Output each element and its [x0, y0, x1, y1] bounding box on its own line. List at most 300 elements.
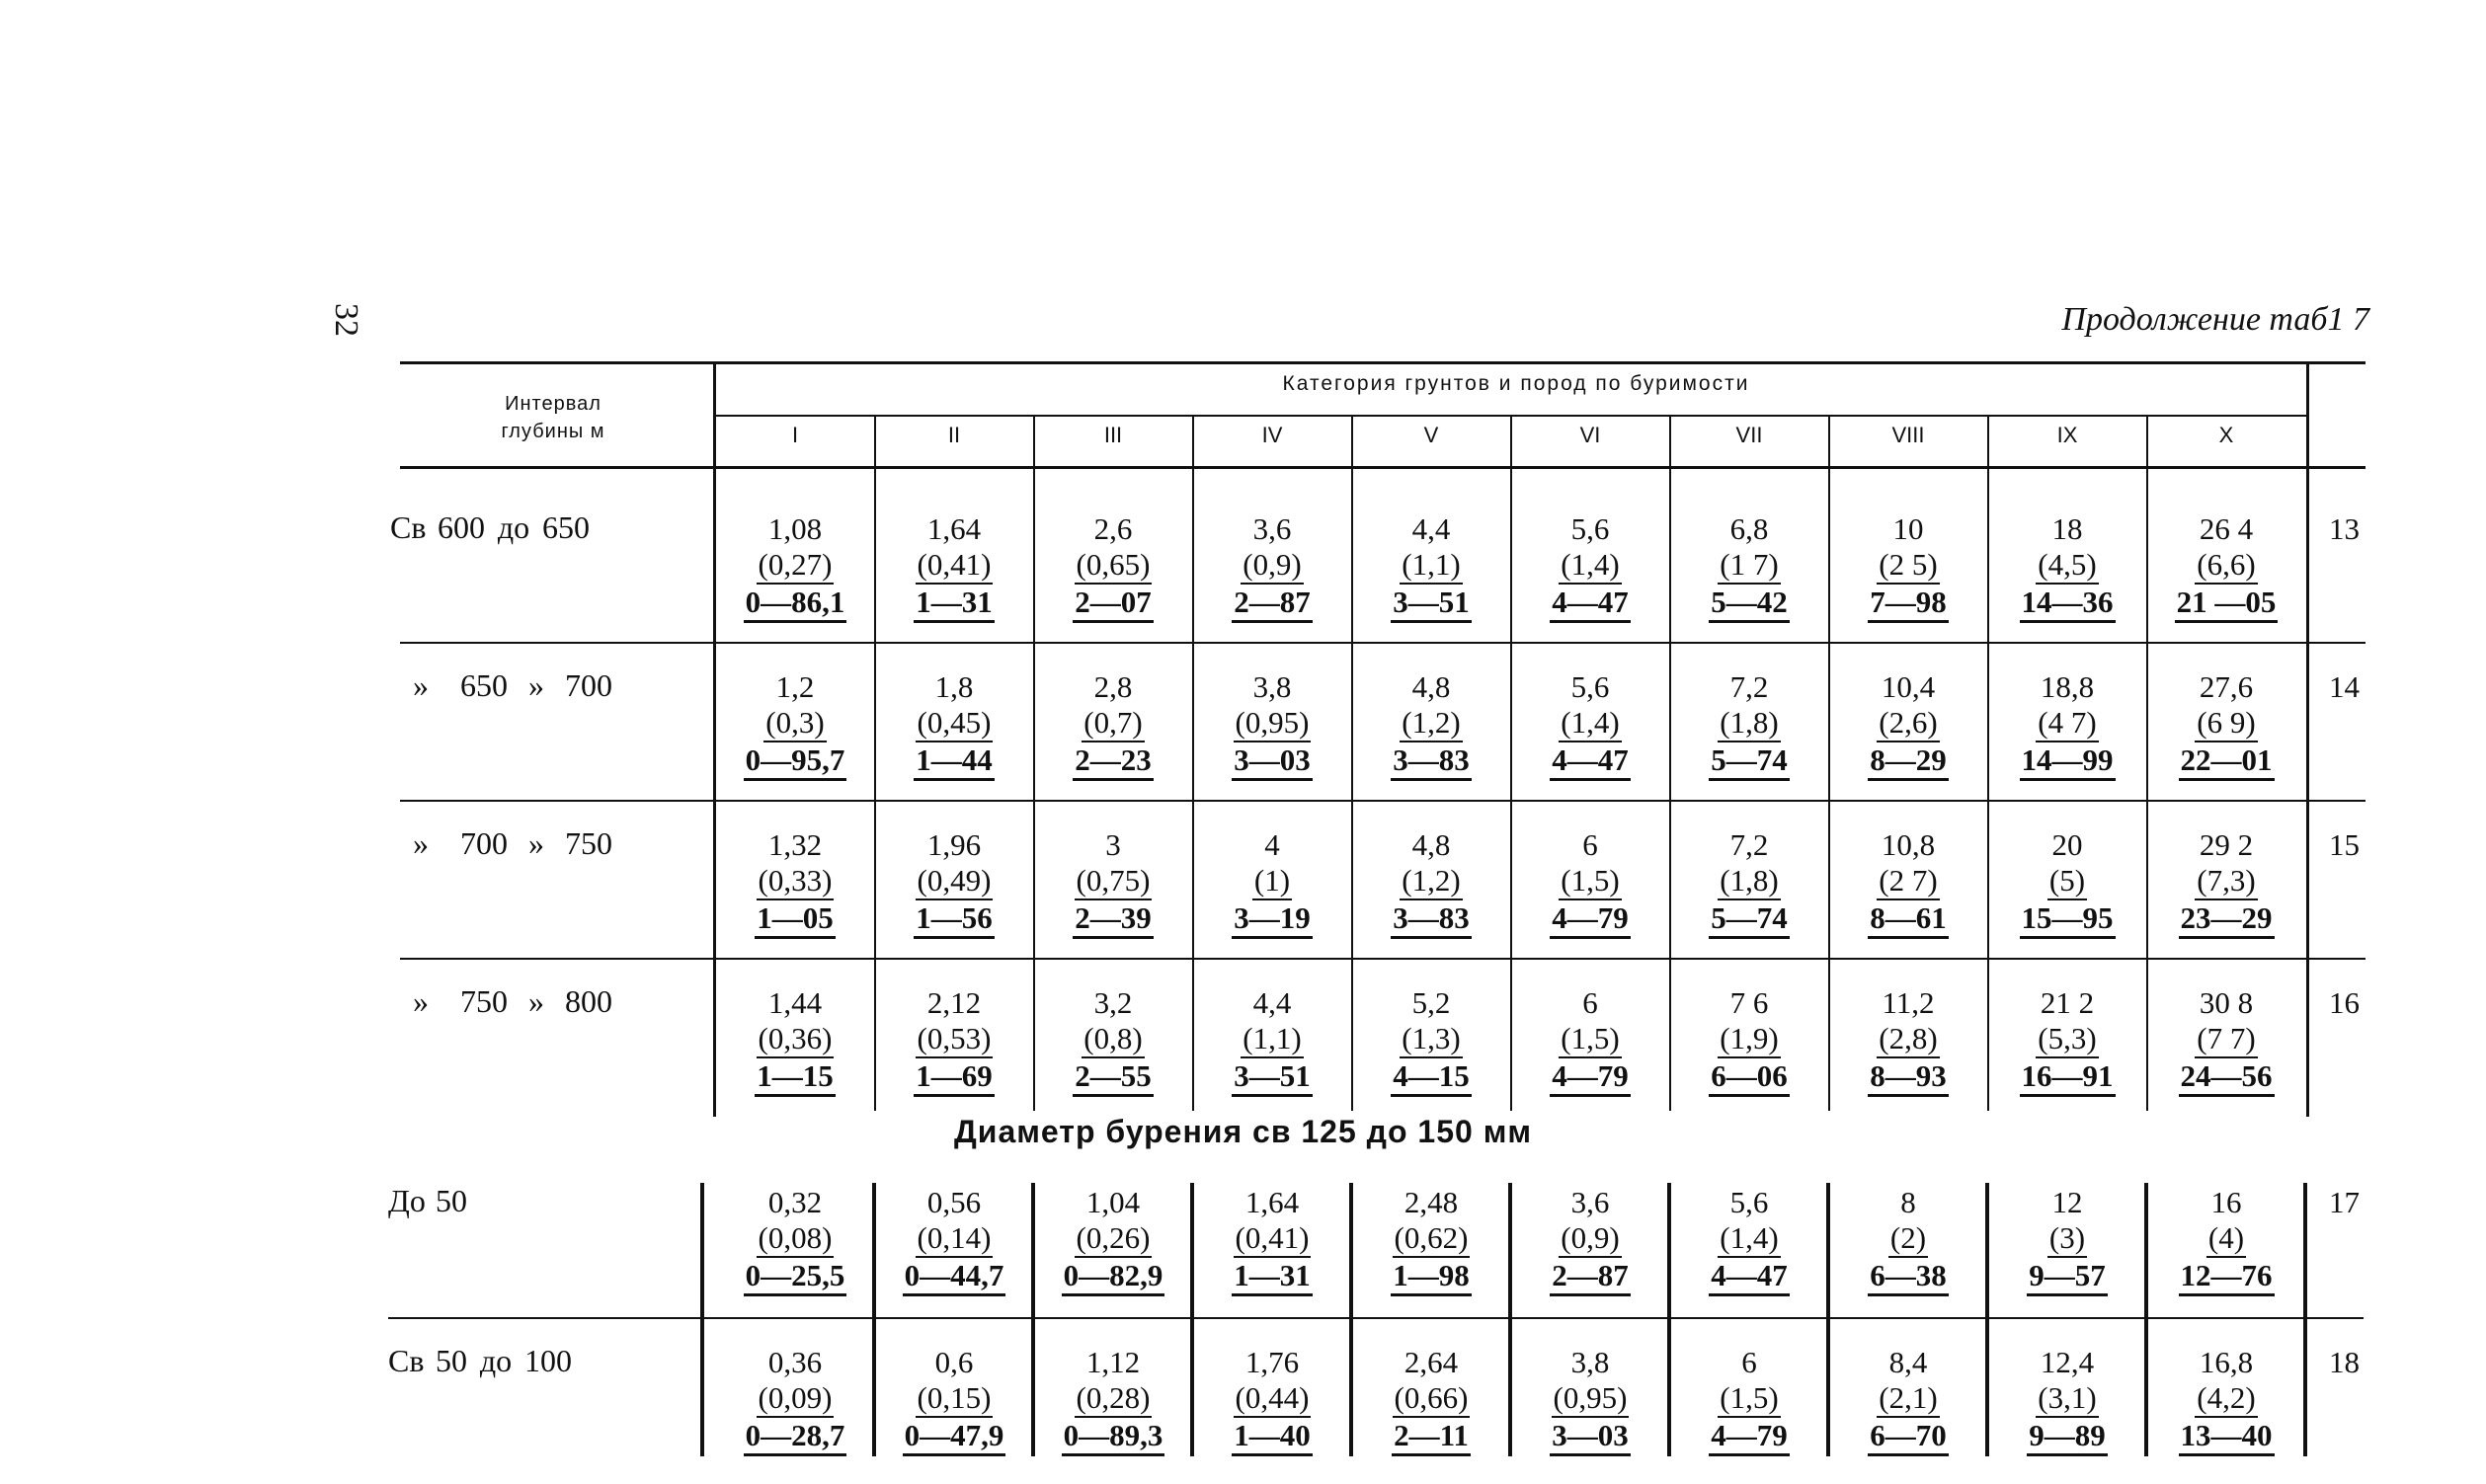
row-interval-mid: до: [479, 1343, 513, 1378]
cell-paren-value: (6 9): [2195, 705, 2257, 742]
table-cell: [1034, 511, 1192, 623]
header-col-divider: [1987, 415, 1989, 466]
row-interval-mid: до: [497, 509, 530, 545]
table-cell: [716, 511, 874, 623]
header-interval-line1: Интервал: [505, 393, 601, 415]
table-cell: [1352, 1185, 1510, 1296]
cell-cost-value: 1—56: [914, 900, 995, 939]
cell-value: 4,4: [1252, 985, 1292, 1020]
cell-cost-value: 8—29: [1868, 742, 1949, 781]
cell-cost-value: 1—15: [755, 1058, 836, 1097]
table-top-rule: [400, 361, 2366, 364]
cell-paren-value: (2,8): [1877, 1021, 1939, 1058]
table-cell: [1829, 511, 1987, 623]
cell-cost-value: 3—03: [1550, 1418, 1631, 1456]
cell-value: 6,8: [1729, 511, 1769, 546]
header-col-divider: [1828, 415, 1830, 466]
cell-paren-value: (0,15): [916, 1380, 994, 1418]
cell-cost-value: 0—25,5: [744, 1258, 847, 1296]
cell-paren-value: (1,9): [1718, 1021, 1780, 1058]
cell-paren-value: (1,4): [1718, 1220, 1780, 1258]
cell-cost-value: 24—56: [2179, 1058, 2275, 1097]
cell-value: 20: [2051, 827, 2083, 862]
table-cell: [875, 827, 1033, 939]
cell-value: 3,6: [1570, 1185, 1610, 1219]
cell-value: 30 8: [2199, 985, 2254, 1020]
cell-value: 4: [1264, 827, 1280, 862]
cell-value: 0,6: [934, 1345, 974, 1379]
cell-value: 3,6: [1252, 511, 1292, 546]
table-cell: [1352, 1345, 1510, 1456]
row-number: 14: [2329, 669, 2360, 704]
row-number: 17: [2329, 1185, 2360, 1219]
cell-paren-value: (7 7): [2195, 1021, 2257, 1058]
cell-cost-value: 3—51: [1391, 585, 1472, 623]
cell-value: 1,32: [767, 827, 823, 862]
cell-cost-value: 0—86,1: [744, 585, 847, 623]
cell-cost-value: 0—89,3: [1062, 1418, 1165, 1456]
cell-paren-value: (0,27): [757, 547, 835, 585]
cell-value: 2,12: [926, 985, 982, 1020]
row-separator: [388, 1317, 2364, 1319]
cell-paren-value: (1,4): [1559, 705, 1621, 742]
header-col-divider: [2146, 415, 2148, 466]
cell-value: 26 4: [2199, 511, 2254, 546]
cell-cost-value: 8—61: [1868, 900, 1949, 939]
table-cell: [1670, 827, 1828, 939]
cell-cost-value: 2—87: [1232, 585, 1313, 623]
table-cell: [1511, 1345, 1669, 1456]
table-cell: [875, 511, 1033, 623]
row-interval-label: [388, 1343, 572, 1379]
cell-paren-value: (2 7): [1877, 863, 1939, 900]
table-cell: [1988, 827, 2146, 939]
cell-value: 2,8: [1093, 669, 1133, 704]
table-cell: [1670, 1185, 1828, 1296]
header-category-column: X: [2218, 423, 2234, 447]
cell-cost-value: 3—51: [1232, 1058, 1313, 1097]
table-cell: [1352, 669, 1510, 781]
cell-paren-value: (0,7): [1082, 705, 1144, 742]
cell-paren-value: (0,75): [1075, 863, 1153, 900]
table-cell: [1670, 1345, 1828, 1456]
header-category-column: III: [1103, 423, 1123, 447]
cell-paren-value: (1,5): [1718, 1380, 1780, 1418]
cell-cost-value: 2—23: [1073, 742, 1154, 781]
table-cell: [1193, 827, 1351, 939]
cell-cost-value: 1—40: [1232, 1418, 1313, 1456]
cell-paren-value: (0,36): [757, 1021, 835, 1058]
cell-paren-value: (0,9): [1241, 547, 1303, 585]
table-cell: [2147, 1345, 2305, 1456]
cell-cost-value: 6—06: [1709, 1058, 1790, 1097]
cell-paren-value: (2 5): [1877, 547, 1939, 585]
table-cell: [1034, 985, 1192, 1097]
cell-cost-value: 23—29: [2179, 900, 2275, 939]
cell-cost-value: 1—05: [755, 900, 836, 939]
cell-value: 1,96: [926, 827, 982, 862]
table-cell: [2147, 669, 2305, 781]
row-interval-to: 800: [565, 983, 612, 1019]
table-cell: [1988, 669, 2146, 781]
cell-value: 10,8: [1881, 827, 1936, 862]
cell-value: 7 6: [1729, 985, 1769, 1020]
cell-value: 1,76: [1244, 1345, 1300, 1379]
cell-paren-value: (7,3): [2195, 863, 2257, 900]
cell-cost-value: 6—38: [1868, 1258, 1949, 1296]
cell-value: 3,2: [1093, 985, 1133, 1020]
cell-paren-value: (0,53): [916, 1021, 994, 1058]
cell-paren-value: (0,28): [1075, 1380, 1153, 1418]
table-cell: [2147, 511, 2305, 623]
cell-cost-value: 13—40: [2179, 1418, 2275, 1456]
table-cell: [2147, 985, 2305, 1097]
cell-paren-value: (0,44): [1234, 1380, 1312, 1418]
cell-value: 1,2: [775, 669, 815, 704]
cell-value: 1,04: [1085, 1185, 1141, 1219]
cell-value: 5,2: [1411, 985, 1451, 1020]
header-right-divider: [2306, 361, 2309, 1117]
cell-paren-value: (2,1): [1877, 1380, 1939, 1418]
cell-paren-value: (0,3): [763, 705, 826, 742]
row-interval-from: 700: [460, 825, 508, 861]
row-interval-from: 750: [460, 983, 508, 1019]
cell-cost-value: 1—31: [1232, 1258, 1313, 1296]
table-cell: [1670, 669, 1828, 781]
cell-cost-value: 8—93: [1868, 1058, 1949, 1097]
cell-value: 0,32: [767, 1185, 823, 1219]
cell-value: 2,6: [1093, 511, 1133, 546]
cell-value: 18: [2051, 511, 2083, 546]
header-col-divider: [1033, 415, 1035, 466]
cell-cost-value: 7—98: [1868, 585, 1949, 623]
page-number: 32: [328, 303, 364, 337]
cell-paren-value: (0,49): [916, 863, 994, 900]
cell-paren-value: (0,41): [1234, 1220, 1312, 1258]
table-cell: [1193, 511, 1351, 623]
cell-cost-value: 2—11: [1392, 1418, 1471, 1456]
row-interval-label: [390, 509, 590, 546]
cell-value: 1,08: [767, 511, 823, 546]
cell-paren-value: (1,3): [1400, 1021, 1462, 1058]
row-separator: [400, 800, 2366, 802]
table-cell: [1829, 985, 1987, 1097]
cell-cost-value: 5—74: [1709, 900, 1790, 939]
cell-paren-value: (1,5): [1559, 863, 1621, 900]
cell-value: 1,44: [767, 985, 823, 1020]
cell-value: 29 2: [2199, 827, 2254, 862]
cell-value: 5,6: [1729, 1185, 1769, 1219]
cell-paren-value: (3): [2047, 1220, 2087, 1258]
cell-paren-value: (1,8): [1718, 705, 1780, 742]
cell-paren-value: (1,4): [1559, 547, 1621, 585]
cell-cost-value: 4—47: [1550, 585, 1631, 623]
row-interval-prefix: Св: [388, 1343, 425, 1378]
table-cell: [1352, 511, 1510, 623]
cell-value: 7,2: [1729, 827, 1769, 862]
header-category-column: IX: [2056, 423, 2078, 447]
cell-cost-value: 3—83: [1391, 900, 1472, 939]
table-cell: [1988, 511, 2146, 623]
cell-value: 18,8: [2040, 669, 2095, 704]
cell-paren-value: (4 7): [2036, 705, 2098, 742]
cell-value: 12,4: [2040, 1345, 2095, 1379]
row-number: 16: [2329, 985, 2360, 1020]
cell-value: 2,48: [1403, 1185, 1459, 1219]
cell-value: 3: [1105, 827, 1121, 862]
table-cell: [1034, 1185, 1192, 1296]
cell-cost-value: 5—42: [1709, 585, 1790, 623]
cell-paren-value: (1,2): [1400, 705, 1462, 742]
cell-cost-value: 15—95: [2020, 900, 2116, 939]
row-interval-mid: »: [528, 983, 544, 1019]
cell-paren-value: (0,95): [1234, 705, 1312, 742]
cell-value: 10: [1892, 511, 1924, 546]
header-category-column: VI: [1579, 423, 1601, 447]
table-cell: [1670, 985, 1828, 1097]
row-interval-prefix: »: [413, 825, 429, 861]
cell-paren-value: (4,2): [2195, 1380, 2257, 1418]
row-interval-from: 650: [460, 667, 508, 703]
table-cell: [1988, 985, 2146, 1097]
cell-paren-value: (5,3): [2036, 1021, 2098, 1058]
table-continuation-caption: Продолжение таб1 7: [2061, 301, 2369, 338]
cell-cost-value: 0—47,9: [903, 1418, 1006, 1456]
cell-value: 8: [1900, 1185, 1916, 1219]
cell-paren-value: (2,6): [1877, 705, 1939, 742]
cell-paren-value: (5): [2047, 863, 2087, 900]
table-cell: [1193, 1185, 1351, 1296]
cell-cost-value: 9—57: [2027, 1258, 2108, 1296]
cell-cost-value: 3—19: [1232, 900, 1313, 939]
row-interval-to: 750: [565, 825, 612, 861]
header-bottom-rule: [400, 466, 2366, 469]
cell-value: 4,8: [1411, 669, 1451, 704]
cell-paren-value: (2): [1888, 1220, 1928, 1258]
cell-value: 4,8: [1411, 827, 1451, 862]
header-category-column: IV: [1261, 423, 1283, 447]
row-interval-mid: »: [528, 825, 544, 861]
cell-paren-value: (0,8): [1082, 1021, 1144, 1058]
cell-paren-value: (0,62): [1393, 1220, 1471, 1258]
cell-cost-value: 5—74: [1709, 742, 1790, 781]
cell-cost-value: 6—70: [1868, 1418, 1949, 1456]
table-cell: [1511, 827, 1669, 939]
cell-cost-value: 14—36: [2020, 585, 2116, 623]
cell-value: 11,2: [1882, 985, 1935, 1020]
cell-paren-value: (1,2): [1400, 863, 1462, 900]
row-separator: [400, 958, 2366, 960]
cell-cost-value: 4—47: [1709, 1258, 1790, 1296]
cell-paren-value: (1,1): [1241, 1021, 1303, 1058]
cell-value: 1,12: [1085, 1345, 1141, 1379]
cell-paren-value: (0,66): [1393, 1380, 1471, 1418]
cell-cost-value: 9—89: [2027, 1418, 2108, 1456]
cell-cost-value: 3—03: [1232, 742, 1313, 781]
table-cell: [1829, 1345, 1987, 1456]
cell-paren-value: (1,8): [1718, 863, 1780, 900]
header-category-column: VIII: [1891, 423, 1925, 447]
table-cell: [716, 669, 874, 781]
cell-paren-value: (1,5): [1559, 1021, 1621, 1058]
cell-value: 3,8: [1252, 669, 1292, 704]
table-cell: [1511, 669, 1669, 781]
header-category-column: I: [791, 423, 799, 447]
row-interval-prefix: »: [413, 667, 429, 703]
cell-value: 0,56: [926, 1185, 982, 1219]
cell-value: 6: [1741, 1345, 1757, 1379]
cell-cost-value: 1—69: [914, 1058, 995, 1097]
table-cell: [1034, 1345, 1192, 1456]
cell-cost-value: 2—39: [1073, 900, 1154, 939]
cell-value: 2,64: [1403, 1345, 1459, 1379]
cell-cost-value: 1—98: [1391, 1258, 1472, 1296]
cell-value: 1,64: [926, 511, 982, 546]
cell-cost-value: 4—47: [1550, 742, 1631, 781]
cell-value: 3,8: [1570, 1345, 1610, 1379]
row-interval-to: 100: [524, 1343, 572, 1378]
table-cell: [1511, 985, 1669, 1097]
cell-value: 10,4: [1881, 669, 1936, 704]
table-cell: [716, 827, 874, 939]
cell-cost-value: 2—07: [1073, 585, 1154, 623]
cell-cost-value: 12—76: [2179, 1258, 2275, 1296]
cell-cost-value: 3—83: [1391, 742, 1472, 781]
cell-cost-value: 21 —05: [2175, 585, 2279, 623]
header-category: Категория грунтов и пород по буримости: [1282, 372, 1750, 395]
header-col-divider: [1669, 415, 1671, 466]
cell-cost-value: 1—44: [914, 742, 995, 781]
table-cell: [875, 1185, 1033, 1296]
cell-paren-value: (4): [2206, 1220, 2246, 1258]
cell-paren-value: (0,65): [1075, 547, 1153, 585]
row-interval-to: 650: [542, 509, 590, 545]
header-category-column: II: [947, 423, 961, 447]
table-cell: [1034, 827, 1192, 939]
cell-cost-value: 0—44,7: [903, 1258, 1006, 1296]
cell-paren-value: (0,09): [757, 1380, 835, 1418]
cell-paren-value: (0,41): [916, 547, 994, 585]
cell-value: 21 2: [2040, 985, 2095, 1020]
cell-paren-value: (1 7): [1718, 547, 1780, 585]
cell-cost-value: 4—79: [1550, 900, 1631, 939]
cell-value: 6: [1582, 827, 1598, 862]
row-interval-prefix: Св: [390, 509, 427, 545]
table-cell: [1670, 511, 1828, 623]
cell-cost-value: 4—79: [1709, 1418, 1790, 1456]
row-interval-from: 50: [436, 1183, 467, 1218]
row-interval-label: [388, 1183, 524, 1219]
table-cell: [1193, 1345, 1351, 1456]
header-col-divider: [1351, 415, 1353, 466]
header-col-divider: [1192, 415, 1194, 466]
row-interval-label: [413, 667, 612, 704]
row-number: 13: [2329, 511, 2360, 546]
table-cell: [1352, 827, 1510, 939]
table-cell: [1352, 985, 1510, 1097]
cell-paren-value: (0,9): [1559, 1220, 1621, 1258]
table-cell: [1829, 669, 1987, 781]
row-interval-mid: »: [528, 667, 544, 703]
row-interval-to: 700: [565, 667, 612, 703]
row-interval-prefix: До: [388, 1183, 426, 1218]
table-cell: [2147, 1185, 2305, 1296]
row-interval-from: 600: [438, 509, 485, 545]
header-interval: [400, 390, 706, 445]
cell-value: 16: [2210, 1185, 2242, 1219]
cell-cost-value: 0—95,7: [744, 742, 847, 781]
row-interval-from: 50: [436, 1343, 467, 1378]
table-cell: [875, 985, 1033, 1097]
cell-value: 1,8: [934, 669, 974, 704]
cell-value: 8,4: [1888, 1345, 1928, 1379]
table-cell: [1988, 1345, 2146, 1456]
table-cell: [716, 1185, 874, 1296]
cell-value: 27,6: [2199, 669, 2254, 704]
cell-paren-value: (4,5): [2036, 547, 2098, 585]
cell-cost-value: 22—01: [2179, 742, 2275, 781]
table-cell: [1034, 669, 1192, 781]
header-col-divider: [1510, 415, 1512, 466]
cell-cost-value: 16—91: [2020, 1058, 2116, 1097]
cell-cost-value: 2—87: [1550, 1258, 1631, 1296]
cell-cost-value: 1—31: [914, 585, 995, 623]
section-subheading: Диаметр бурения св 125 до 150 мм: [953, 1114, 1533, 1149]
cell-paren-value: (0,08): [757, 1220, 835, 1258]
table-cell: [1988, 1185, 2146, 1296]
cell-value: 5,6: [1570, 511, 1610, 546]
cell-value: 5,6: [1570, 669, 1610, 704]
cell-value: 6: [1582, 985, 1598, 1020]
cell-paren-value: (1): [1252, 863, 1292, 900]
cell-value: 7,2: [1729, 669, 1769, 704]
table-cell: [1193, 669, 1351, 781]
cell-cost-value: 0—28,7: [744, 1418, 847, 1456]
table-cell: [2147, 827, 2305, 939]
cell-value: 4,4: [1411, 511, 1451, 546]
table-cell: [875, 1345, 1033, 1456]
row-number: 15: [2329, 827, 2360, 862]
cell-cost-value: 0—82,9: [1062, 1258, 1165, 1296]
cell-paren-value: (0,45): [916, 705, 994, 742]
table-cell: [1511, 1185, 1669, 1296]
cell-paren-value: (0,33): [757, 863, 835, 900]
cell-value: 12: [2051, 1185, 2083, 1219]
cell-paren-value: (1,1): [1400, 547, 1462, 585]
cell-paren-value: (6,6): [2195, 547, 2257, 585]
cell-paren-value: (0,26): [1075, 1220, 1153, 1258]
col-divider: [700, 1183, 704, 1456]
cell-value: 0,36: [767, 1345, 823, 1379]
header-category-column: V: [1423, 423, 1439, 447]
table-cell: [1511, 511, 1669, 623]
table-cell: [1829, 827, 1987, 939]
row-interval-label: [413, 983, 612, 1020]
cell-cost-value: 14—99: [2020, 742, 2116, 781]
header-interval-line2: глубины м: [501, 421, 605, 442]
table-cell: [1193, 985, 1351, 1097]
row-number: 18: [2329, 1345, 2360, 1379]
cell-value: 1,64: [1244, 1185, 1300, 1219]
row-interval-prefix: »: [413, 983, 429, 1019]
header-col-divider: [874, 415, 876, 466]
row-interval-label: [413, 825, 612, 862]
cell-paren-value: (3,1): [2036, 1380, 2098, 1418]
cell-paren-value: (0,95): [1552, 1380, 1630, 1418]
table-cell: [716, 985, 874, 1097]
table-cell: [716, 1345, 874, 1456]
header-category-column: VII: [1735, 423, 1763, 447]
